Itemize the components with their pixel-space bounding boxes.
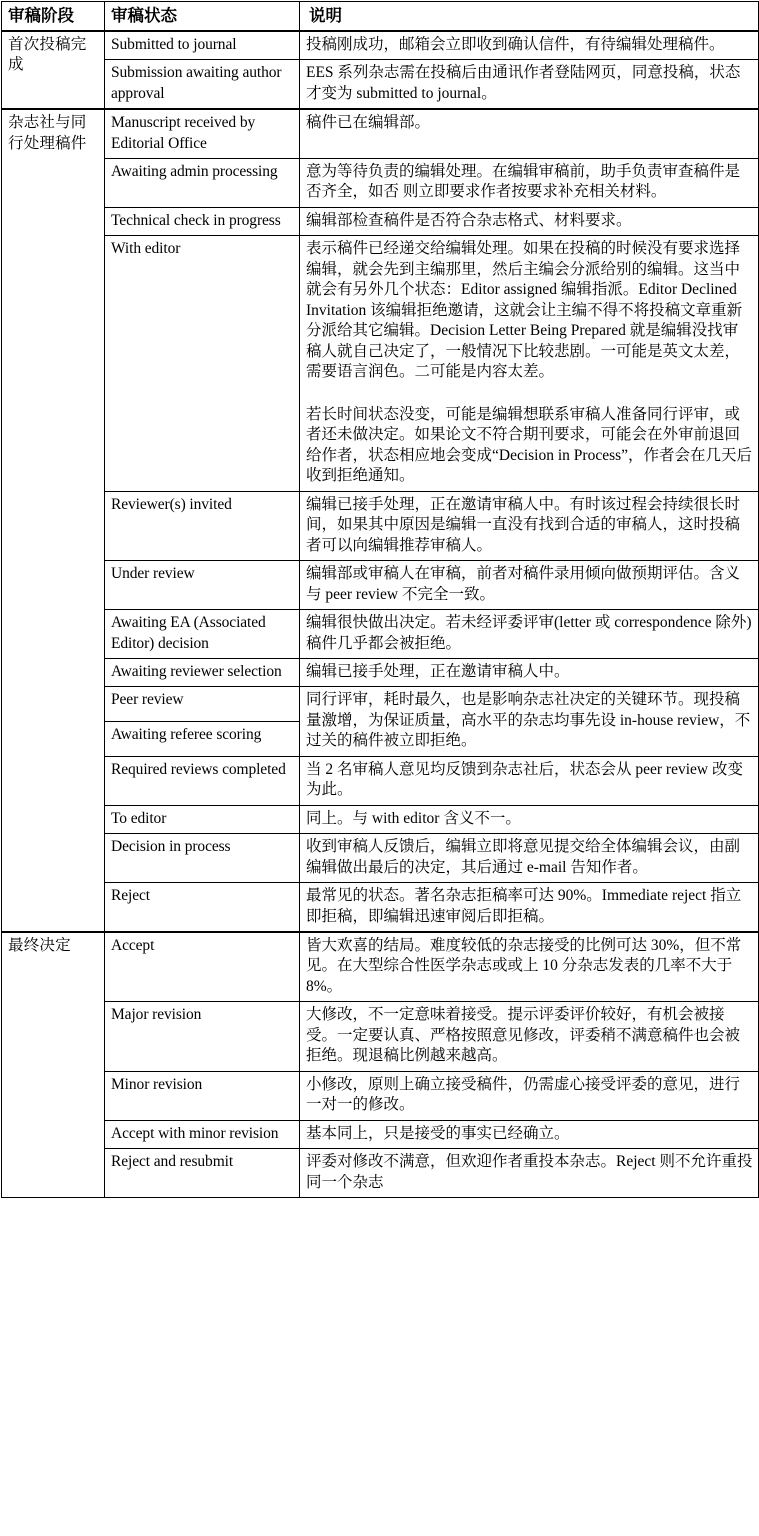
status-cell: Manuscript received by Editorial Office [105,109,300,158]
description-paragraph: 皆大欢喜的结局。难度较低的杂志接受的比例可达 30%，但不常见。在大型综合性医学杂志或或上 10 分杂志发表的几率不大于 8%。 [306,937,742,995]
stage-cell: 首次投稿完成 [2,31,105,109]
table-row [2,687,759,722]
description-cell [300,659,759,687]
description-paragraph: 当 2 名审稿人意见均反馈到杂志社后，状态会从 peer review 改变为此。 [306,760,743,799]
status-cell: Awaiting reviewer selection [105,659,300,687]
status-cell: Reviewer(s) invited [105,491,300,560]
status-cell: Technical check in progress [105,207,300,235]
table-header-row [2,2,759,31]
status-cell: Reject [105,883,300,932]
description-paragraph: 投稿刚成功，邮箱会立即收到确认信件，有待编辑处理稿件。 [306,35,725,53]
description-paragraph: 大修改，不一定意味着接受。提示评委评价较好，有机会被接受。一定要认真、严格按照意见修改，评委稍不满意稿件也会被拒绝。现退稿比例越来越高。 [306,1006,741,1065]
description-cell [300,207,759,235]
status-cell: Peer review [105,687,300,722]
stage-cell: 杂志社与同行处理稿件 [2,109,105,932]
description-cell [300,932,759,1002]
table-row [2,561,759,610]
column-header-status: 审稿状态 [105,2,300,31]
column-header-stage: 审稿阶段 [2,2,105,31]
description-paragraph: 同上。与 with editor 含义不一。 [306,809,521,827]
description-cell [300,687,759,756]
review-status-table [1,1,759,1198]
table-row [2,834,759,883]
description-paragraph: 意为等待负责的编辑处理。在编辑审稿前，助手负责审查稿件是否齐全，如否 则立即要求作者按要求补充相关材料。 [306,163,741,201]
status-cell: Submission awaiting author approval [105,60,300,109]
table-row [2,159,759,208]
description-paragraph: 编辑已接手处理，正在邀请审稿人中。有时该过程会持续很长时间，如果其中原因是编辑一直没有找到合适的审稿人，这时投稿者可以向编辑推荐审稿人。 [306,495,741,554]
description-cell [300,109,759,158]
description-cell [300,236,759,491]
table-row [2,659,759,687]
description-paragraph: 编辑部检查稿件是否符合杂志格式、材料要求。 [306,211,632,229]
description-cell [300,491,759,560]
table-row [2,207,759,235]
description-cell [300,756,759,805]
description-cell [300,834,759,883]
status-cell: Accept with minor revision [105,1120,300,1148]
description-paragraph: 最常见的状态。著名杂志拒稿率可达 90%。Immediate reject 指立即拒稿，即编辑迅速审阅后即拒稿。 [306,887,742,925]
table-row [2,1002,759,1071]
status-cell: With editor [105,236,300,491]
table-row [2,109,759,158]
description-paragraph: 编辑已接手处理，正在邀请审稿人中。 [306,663,570,681]
table-row [2,236,759,491]
description-cell [300,1071,759,1120]
description-paragraph: 收到审稿人反馈后，编辑立即将意见提交给全体编辑会议，由副编辑做出最后的决定，其后通过 e-mail 告知作者。 [306,838,741,876]
table-row [2,1071,759,1120]
table-row [2,883,759,932]
description-cell [300,805,759,833]
status-cell: Under review [105,561,300,610]
description-paragraph: 稿件已在编辑部。 [306,114,431,132]
description-cell [300,31,759,60]
column-header-description: 说明 [300,2,759,31]
status-cell: Awaiting admin processing [105,159,300,208]
description-paragraph: 表示稿件已经递交给编辑处理。如果在投稿的时候没有要求选择编辑，就会先到主编那里，然后主编会分派给别的编辑。这当中就会有另外几个状态：Editor assigned 编辑指派。Editor Declined Invitation 该编辑拒绝邀请，这就会让主编不得不将投稿文章重新分派给其它编辑。Decision Letter Being Prepared 就是编辑没找审稿人就自己决定了，一般情况下比较悲剧。一可能是英文太差，需要语言润色。二可能是内容太差。 [306,240,743,381]
table-row [2,610,759,659]
table-row [2,1149,759,1198]
table-row [2,805,759,833]
status-cell: Submitted to journal [105,31,300,60]
stage-cell: 最终决定 [2,932,105,1197]
status-cell: Awaiting EA (Associated Editor) decision [105,610,300,659]
table-row [2,1120,759,1148]
description-paragraph: 若长时间状态没变，可能是编辑想联系审稿人准备同行评审，或者还未做决定。如果论文不符合期刊要求，可能会在外审前退回给作者，状态相应地会变成“Decision in Process”，作者会在几天后收到拒绝通知。 [306,406,753,485]
table-row [2,31,759,60]
description-cell [300,1002,759,1071]
description-cell [300,1120,759,1148]
description-cell [300,159,759,208]
status-cell: Major revision [105,1002,300,1071]
description-cell [300,883,759,932]
status-cell: To editor [105,805,300,833]
description-cell [300,610,759,659]
table-header [2,2,759,31]
description-paragraph: 小修改，原则上确立接受稿件，仍需虚心接受评委的意见，进行一对一的修改。 [306,1075,741,1114]
description-paragraph: EES 系列杂志需在投稿后由通讯作者登陆网页，同意投稿，状态才变为 submitted to journal。 [306,64,741,102]
status-cell: Accept [105,932,300,1002]
table-row [2,60,759,109]
status-cell: Decision in process [105,834,300,883]
description-paragraph: 编辑部或审稿人在审稿，前者对稿件录用倾向做预期评估。含义与 peer review 不完全一致。 [306,565,741,603]
description-cell [300,1149,759,1198]
description-paragraph: 同行评审，耗时最久，也是影响杂志社决定的关键环节。现投稿量激增，为保证质量，高水平的杂志均事先设 in-house review，不过关的稿件被立即拒绝。 [306,691,751,750]
description-paragraph: 编辑很快做出决定。若未经评委评审(letter 或 correspondence 除外)稿件几乎都会被拒绝。 [306,614,752,652]
table-row [2,491,759,560]
table-body [2,31,759,1198]
table-row [2,932,759,1002]
status-cell: Minor revision [105,1071,300,1120]
description-cell [300,60,759,109]
description-paragraph: 评委对修改不满意，但欢迎作者重投本杂志。Reject 则不允许重投同一个杂志 [306,1153,753,1191]
status-cell: Awaiting referee scoring [105,722,300,757]
description-cell [300,561,759,610]
table-row [2,756,759,805]
status-cell: Required reviews completed [105,756,300,805]
status-cell: Reject and resubmit [105,1149,300,1198]
description-paragraph: 基本同上，只是接受的事实已经确立。 [306,1124,570,1142]
